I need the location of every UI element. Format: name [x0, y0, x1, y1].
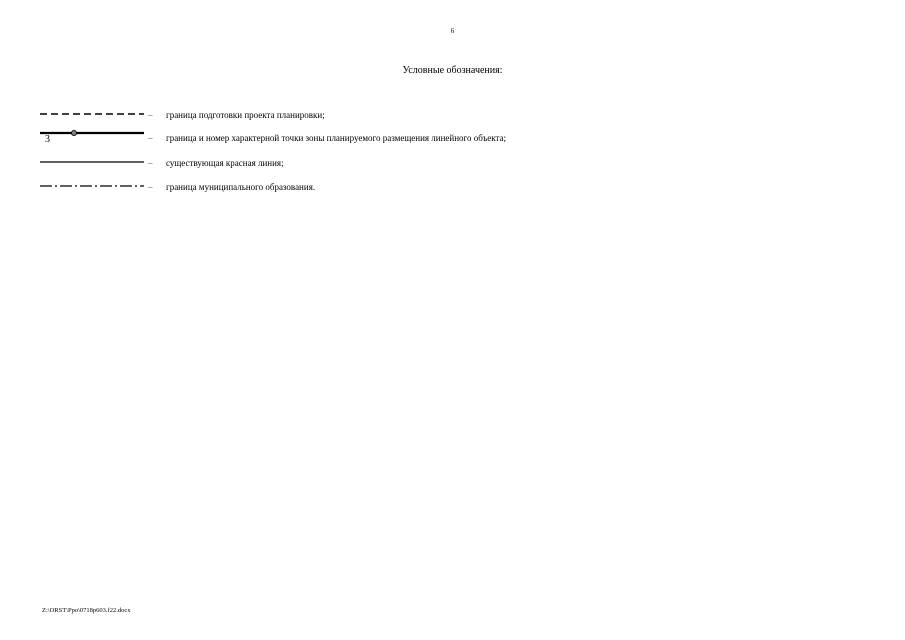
- legend-item-text: существующая красная линия;: [166, 158, 284, 168]
- legend-dash: –: [148, 110, 153, 120]
- solid-line-symbol: [40, 156, 146, 170]
- dashed-line-symbol: [40, 108, 146, 122]
- point-marker-icon: [71, 130, 76, 135]
- point-number-label: 3: [45, 134, 50, 145]
- thick-line-with-point-symbol: [40, 126, 146, 140]
- legend-dash: –: [148, 133, 153, 143]
- legend-item-linear-object-zone: [40, 126, 640, 148]
- legend-dash: –: [148, 158, 153, 168]
- dash-dot-line-symbol: [40, 180, 146, 194]
- footer-file-path: Z:\ORST\Ppo\0718p603.f22.docx: [42, 607, 131, 614]
- legend-dash: –: [148, 182, 153, 192]
- legend-item-municipal-boundary: [40, 180, 640, 202]
- legend-title: Условные обозначения:: [402, 65, 503, 76]
- legend-item-text: граница подготовки проекта планировки;: [166, 110, 325, 120]
- legend-item-text: граница и номер характерной точки зоны планируемого размещения линейного объекта;: [166, 133, 507, 143]
- legend-item-text: граница муниципального образования.: [166, 182, 316, 192]
- page-number: 6: [450, 27, 455, 35]
- legend-item-red-line: [40, 156, 640, 178]
